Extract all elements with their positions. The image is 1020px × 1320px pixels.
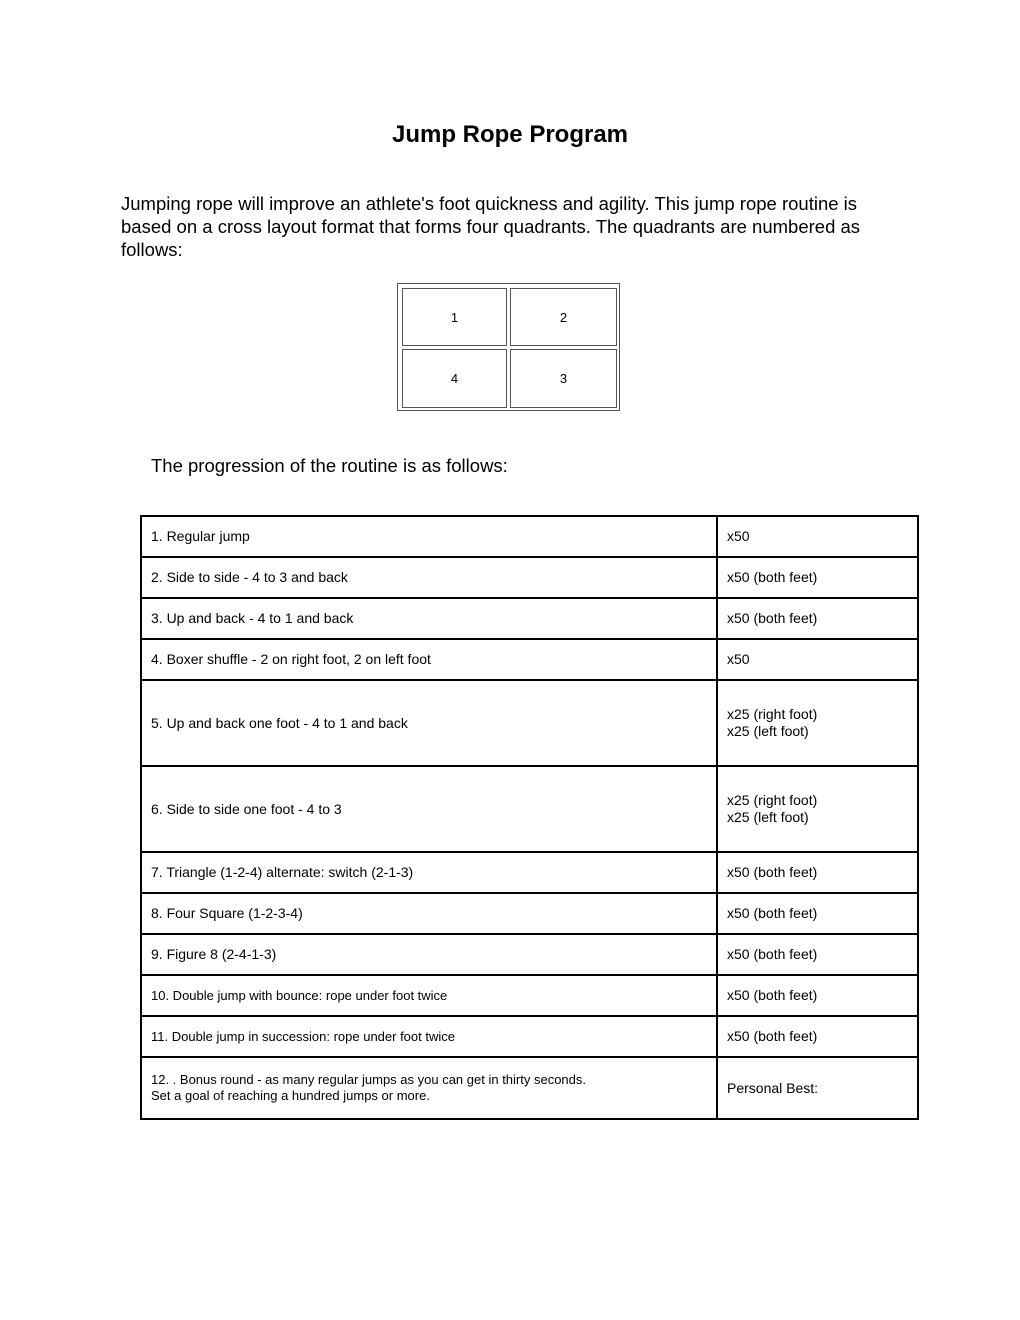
reps-line: x25 (right foot) xyxy=(727,792,818,808)
table-row xyxy=(141,975,918,1016)
quadrant-2: 2 xyxy=(510,288,617,346)
exercise-line: Set a goal of reaching a hundred jumps or more. xyxy=(151,1088,430,1103)
reps-line: x25 (left foot) xyxy=(727,723,809,739)
exercise-cell: 9. Figure 8 (2-4-1-3) xyxy=(141,934,717,975)
quadrant-3: 3 xyxy=(510,349,617,408)
reps-cell: x50 (both feet) xyxy=(717,893,918,934)
quadrant-diagram xyxy=(397,283,620,411)
exercise-cell: 1. Regular jump xyxy=(141,516,717,557)
reps-cell: x50 (both feet) xyxy=(717,598,918,639)
exercise-cell: 11. Double jump in succession: rope under foot twice xyxy=(141,1016,717,1057)
reps-cell: x50 (both feet) xyxy=(717,852,918,893)
quadrant-1: 1 xyxy=(402,288,507,346)
table-row xyxy=(141,598,918,639)
reps-cell: x50 (both feet) xyxy=(717,934,918,975)
quadrant-4: 4 xyxy=(402,349,507,408)
table-row xyxy=(141,893,918,934)
table-row xyxy=(141,680,918,766)
exercise-cell: 7. Triangle (1-2-4) alternate: switch (2-1-3) xyxy=(141,852,717,893)
table-row xyxy=(141,639,918,680)
reps-cell xyxy=(717,766,918,852)
exercise-cell: 4. Boxer shuffle - 2 on right foot, 2 on left foot xyxy=(141,639,717,680)
reps-cell xyxy=(717,680,918,766)
table-row xyxy=(141,1016,918,1057)
reps-cell: x50 (both feet) xyxy=(717,975,918,1016)
routine-table xyxy=(140,515,919,1120)
table-row xyxy=(141,934,918,975)
exercise-line: 12. . Bonus round - as many regular jumps as you can get in thirty seconds. xyxy=(151,1072,587,1087)
exercise-cell: 2. Side to side - 4 to 3 and back xyxy=(141,557,717,598)
table-row xyxy=(141,1057,918,1119)
table-row xyxy=(141,557,918,598)
progression-heading: The progression of the routine is as follows: xyxy=(151,455,508,476)
reps-line: x25 (left foot) xyxy=(727,809,809,825)
table-row xyxy=(141,516,918,557)
reps-line: x25 (right foot) xyxy=(727,706,818,722)
exercise-cell xyxy=(141,1057,717,1119)
reps-cell: x50 (both feet) xyxy=(717,1016,918,1057)
reps-cell: x50 (both feet) xyxy=(717,557,918,598)
reps-cell: x50 xyxy=(717,639,918,680)
exercise-cell: 5. Up and back one foot - 4 to 1 and back xyxy=(141,680,717,766)
exercise-cell: 6. Side to side one foot - 4 to 3 xyxy=(141,766,717,852)
reps-cell: x50 xyxy=(717,516,918,557)
page-title: Jump Rope Program xyxy=(391,121,629,148)
reps-cell: Personal Best: xyxy=(717,1057,918,1119)
table-row xyxy=(141,766,918,852)
exercise-cell: 8. Four Square (1-2-3-4) xyxy=(141,893,717,934)
exercise-cell: 3. Up and back - 4 to 1 and back xyxy=(141,598,717,639)
exercise-cell: 10. Double jump with bounce: rope under foot twice xyxy=(141,975,717,1016)
intro-paragraph: Jumping rope will improve an athlete's foot quickness and agility. This jump rope routine is based on a cross layout format that forms four quadrants. The quadrants are numbered as follows: xyxy=(121,193,861,260)
table-row xyxy=(141,852,918,893)
